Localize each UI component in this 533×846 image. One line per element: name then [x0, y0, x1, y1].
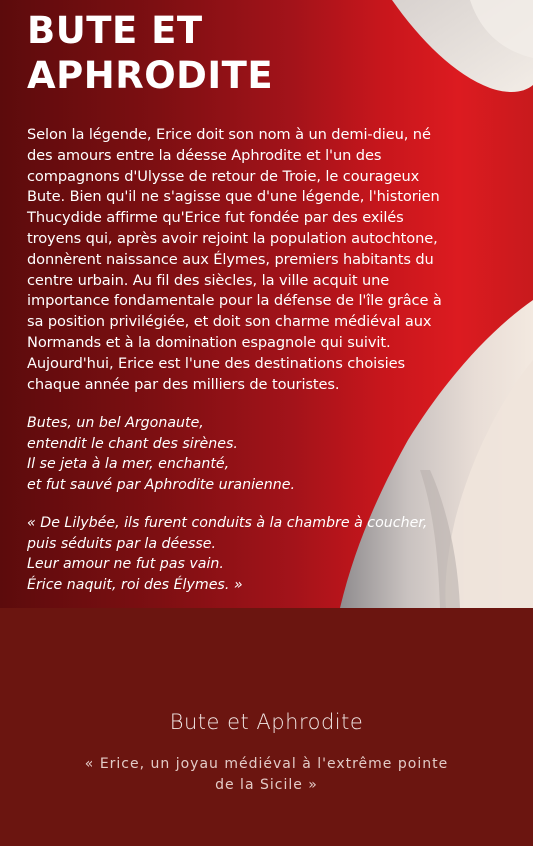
article-content: [27, 8, 457, 595]
poem-line: et fut sauvé par Aphrodite uranienne.: [27, 476, 295, 493]
poem-stanza-1: [27, 413, 457, 495]
poem-line: Érice naquit, roi des Élymes. »: [27, 576, 243, 593]
poem-line: Il se jeta à la mer, enchanté,: [27, 456, 230, 473]
poem-stanza-2: [27, 513, 457, 595]
poem-line: Leur amour ne fut pas vain.: [27, 556, 224, 573]
poem-line: Butes, un bel Argonaute,: [27, 415, 204, 432]
poem-line: « De Lilybée, ils furent conduits à la chambre à coucher,: [27, 515, 428, 532]
article-title-line-2: APHRODITE: [27, 54, 274, 97]
footer-section: [0, 608, 533, 846]
footer-title: Bute et Aphrodite: [169, 710, 364, 734]
article-body: Selon la légende, Erice doit son nom à un demi-dieu, né des amours entre la déesse Aphrodite et l'un des compagnons d'Ulysse de retour de Troie, le courageux Bute. Bien qu'il ne s'agisse que d'une légende, l'historien Thucydide affirme qu'Erice fut fondée par des exilés troyens qui, après avoir rejoint la population autochtone, donnèrent naissance aux Élymes, premiers habitants du centre urbain. Au fil des siècles, la ville acquit une importance fondamentale pour la défense de l'île grâce à sa position privilégiée, et doit son charme médiéval aux Normands et à la domination espagnole qui suivit. Aujourd'hui, Erice est l'une des destinations choisies chaque année par des milliers de touristes.: [27, 126, 442, 393]
article-title: [27, 8, 457, 98]
poem-line: entendit le chant des sirènes.: [27, 435, 238, 452]
article-title-line-1: BUTE ET: [27, 9, 203, 52]
footer-subtitle: « Erice, un joyau médiéval à l'extrême pointe de la Sicile »: [84, 756, 449, 793]
poem-line: puis séduits par la déesse.: [27, 535, 217, 552]
